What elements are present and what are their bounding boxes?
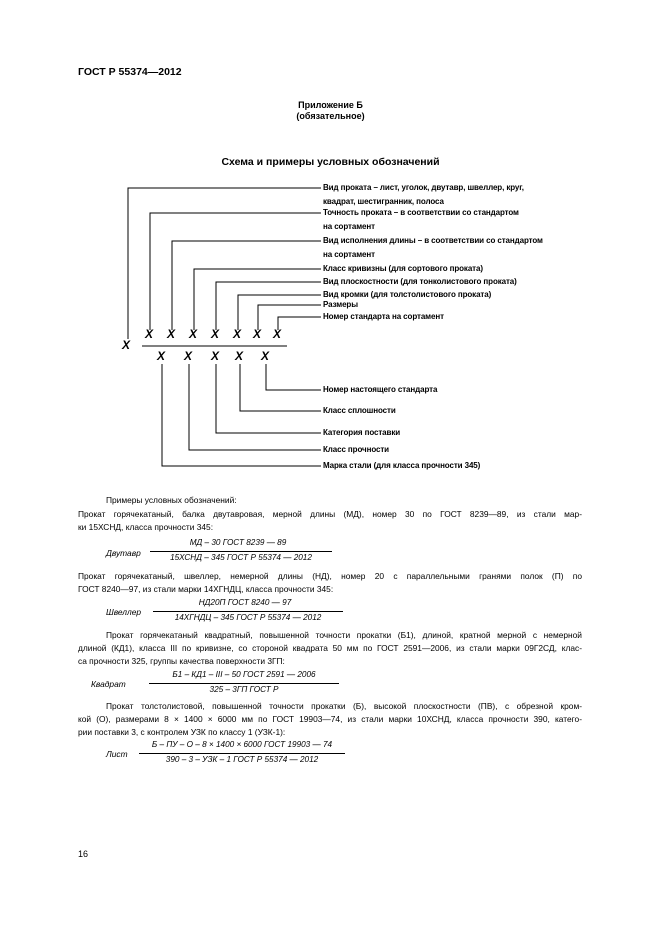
- leader-line-lower-5: [162, 364, 321, 466]
- leader-line-lower-1: [266, 364, 321, 390]
- example-4-numerator: Б – ПУ – О – 8 × 1400 × 6000 ГОСТ 19903 — 74: [151, 740, 333, 749]
- label-length-execution: Вид исполнения длины – в соответствии со стандартом: [323, 236, 543, 245]
- label-this-standard-number: Номер настоящего стандарта: [323, 385, 438, 394]
- x-symbol-lower-5: X: [261, 349, 270, 363]
- example-1-label: Двутавр: [106, 548, 141, 558]
- label-flatness-type: Вид плоскостности (для тонколистового проката): [323, 277, 517, 286]
- leader-line-lower-4: [189, 364, 321, 450]
- example-4-fraction-bar: [139, 753, 345, 754]
- example-2-denominator: 14ХГНДЦ – 345 ГОСТ Р 55374 — 2012: [174, 613, 322, 622]
- x-symbol-lower-3: X: [211, 349, 220, 363]
- example-3-numerator: Б1 – КД1 – III – 50 ГОСТ 2591 — 2006: [172, 670, 316, 679]
- x-symbol-upper-1: X: [145, 327, 154, 341]
- x-symbol-upper-4: X: [211, 327, 220, 341]
- x-symbol-lower-4: X: [235, 349, 244, 363]
- label-curvature-class: Класс кривизны (для сортового проката): [323, 264, 483, 273]
- leader-line-lower-2: [240, 364, 321, 411]
- leader-line-lower-3: [216, 364, 321, 433]
- example-4-description-line-1: Прокат толстолистовой, повышенной точности прокатки (Б), высокой плоскостности (ПВ), с обрезной кром-: [106, 701, 582, 711]
- x-symbol-steel-type: X: [122, 338, 131, 352]
- appendix-title: Приложение Б: [298, 100, 363, 110]
- x-symbol-lower-1: X: [157, 349, 166, 363]
- label-strength-class: Класс прочности: [323, 445, 389, 454]
- example-2-description-line-2: ГОСТ 8240—97, из стали марки 14ХГНДЦ, класса прочности 345:: [78, 584, 334, 594]
- label-rolling-accuracy: Точность проката – в соответствии со стандартом: [323, 208, 519, 217]
- example-2-numerator: НД20П ГОСТ 8240 — 97: [198, 598, 292, 607]
- example-4-label: Лист: [106, 749, 128, 759]
- example-1-description-line-1: Прокат горячекатаный, балка двутавровая, мерной длины (МД), номер 30 по ГОСТ 8239—89, из стали мар-: [78, 509, 582, 519]
- leader-line-upper-8: [278, 317, 321, 330]
- example-3-label: Квадрат: [91, 679, 126, 689]
- example-1-denominator: 15ХСНД – 345 ГОСТ Р 55374 — 2012: [170, 553, 312, 562]
- appendix-status: (обязательное): [296, 111, 365, 121]
- example-3-description-line-1: Прокат горячекатаный квадратный, повышенной точности прокатки (Б1), длиной, кратной мерной с немерной: [106, 630, 582, 640]
- x-symbol-upper-7: X: [273, 327, 282, 341]
- label-steel-grade: Марка стали (для класса прочности 345): [323, 461, 481, 470]
- example-3-denominator: 325 – 3ГП ГОСТ Р: [209, 685, 279, 694]
- leader-line-upper-2: [150, 213, 321, 330]
- label-rolled-type-cont: квадрат, шестигранник, полоса: [323, 197, 444, 206]
- leader-line-upper-5: [216, 282, 321, 330]
- example-4-description-line-2: кой (О), размерами 8 × 1400 × 6000 мм по ГОСТ 19903—74, из стали марки 10ХСНД, класса прочности 390, катего-: [78, 714, 582, 724]
- leader-line-upper-6: [238, 295, 321, 330]
- label-assortment-standard-number: Номер стандарта на сортамент: [323, 312, 444, 321]
- x-symbol-upper-6: X: [253, 327, 262, 341]
- example-4-denominator: 390 – 3 – УЗК – 1 ГОСТ Р 55374 — 2012: [165, 755, 319, 764]
- example-3-description-line-3: са прочности 325, группы качества поверхности 3ГП:: [78, 656, 285, 666]
- example-3-fraction-bar: [149, 683, 339, 684]
- x-symbol-upper-5: X: [233, 327, 242, 341]
- example-2-label: Швеллер: [106, 607, 142, 617]
- page-number: 16: [78, 849, 89, 859]
- label-edge-type: Вид кромки (для толстолистового проката): [323, 290, 492, 299]
- example-1-numerator: МД – 30 ГОСТ 8239 — 89: [189, 538, 287, 547]
- label-rolled-type: Вид проката – лист, уголок, двутавр, швеллер, круг,: [323, 183, 524, 192]
- label-rolling-accuracy-cont: на сортамент: [323, 222, 375, 231]
- example-1-description-line-2: ки 15ХСНД, класса прочности 345:: [78, 522, 214, 532]
- document-code: ГОСТ Р 55374—2012: [78, 66, 182, 78]
- label-continuity-class: Класс сплошности: [323, 406, 396, 415]
- label-dimensions: Размеры: [323, 300, 358, 309]
- x-symbol-lower-2: X: [184, 349, 193, 363]
- example-2-fraction-bar: [153, 611, 343, 612]
- example-3-description-line-2: длиной (КД1), класса III по кривизне, со стороной квадрата 50 мм по ГОСТ 2591—2006, из стали марки 09Г2СД, клас-: [78, 643, 582, 653]
- example-2-description-line-1: Прокат горячекатаный, швеллер, немерной длины (НД), номер 20 с параллельными гранями полок (П) по: [78, 571, 582, 581]
- x-symbol-upper-2: X: [167, 327, 176, 341]
- examples-intro: Примеры условных обозначений:: [106, 495, 237, 505]
- example-1-fraction-bar: [150, 551, 332, 552]
- example-4-description-line-3: рии поставки 3, с контролем УЗК по классу 1 (УЗК-1):: [78, 727, 286, 737]
- leader-line-upper-1: [128, 188, 321, 339]
- x-symbol-upper-3: X: [189, 327, 198, 341]
- schema-title: Схема и примеры условных обозначений: [221, 156, 440, 168]
- label-length-execution-cont: на сортамент: [323, 250, 375, 259]
- label-delivery-category: Категория поставки: [323, 428, 401, 437]
